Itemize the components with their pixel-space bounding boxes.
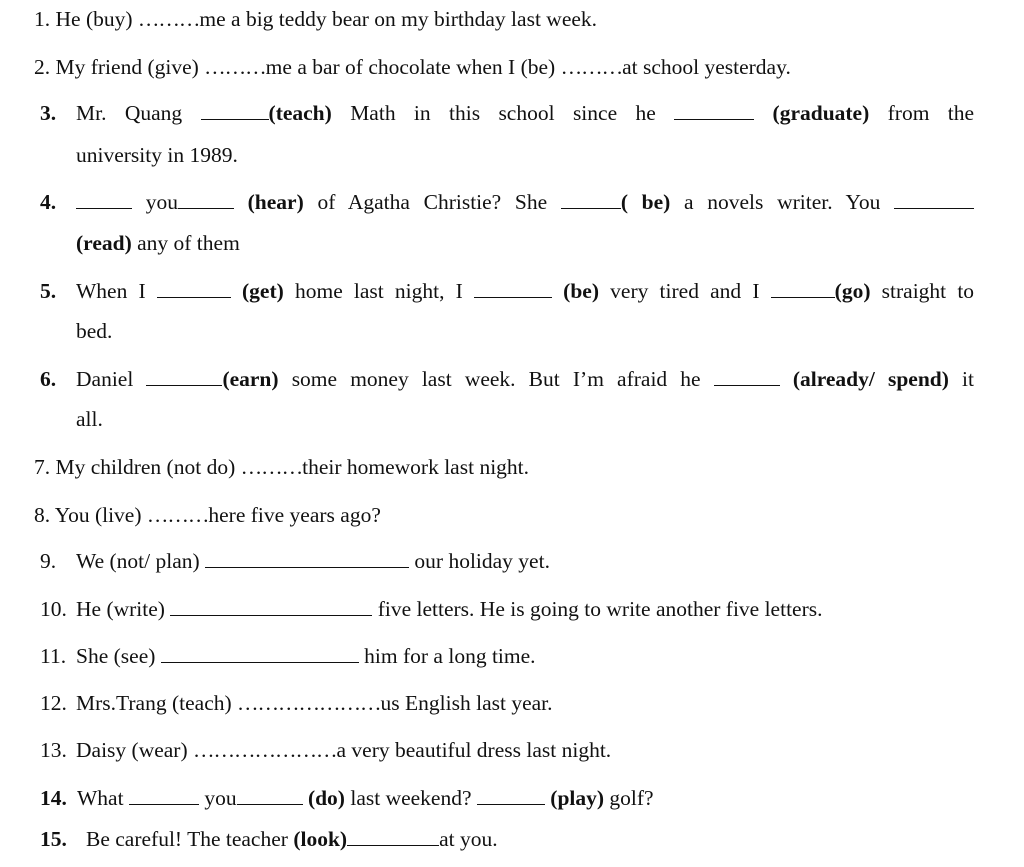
exercise-number: 3. xyxy=(40,101,57,125)
answer-blank[interactable] xyxy=(157,279,231,298)
verb-hint: (look) xyxy=(293,827,348,851)
answer-blank[interactable] xyxy=(201,101,269,120)
exercise-text: us English last year. xyxy=(380,691,553,715)
exercise-text: from the xyxy=(887,101,975,125)
exercise-3 xyxy=(76,100,974,126)
exercise-number: 9. xyxy=(40,549,57,573)
answer-blank[interactable] xyxy=(347,827,439,846)
exercise-text: Daniel xyxy=(76,367,134,391)
exercise-number: 13. xyxy=(40,738,67,762)
exercise-text: him for a long time. xyxy=(364,644,536,668)
exercise-text: me a bar of chocolate when I (be) xyxy=(265,55,556,79)
exercise-text: My children (not do) xyxy=(55,455,236,479)
exercise-text: Mr. Quang xyxy=(76,101,183,125)
exercise-text: home last night, I xyxy=(294,279,463,303)
answer-blank[interactable] xyxy=(161,644,359,663)
exercise-5-continued: bed. xyxy=(76,319,113,343)
verb-hint: (teach) xyxy=(268,101,332,125)
exercise-7 xyxy=(34,454,529,480)
exercise-text: Be careful! The teacher xyxy=(86,827,288,851)
exercise-text: a novels writer. You xyxy=(684,190,881,214)
exercise-text: it xyxy=(962,367,974,391)
exercise-text: Math in this school since he xyxy=(350,101,656,125)
answer-dots[interactable]: ……… xyxy=(204,55,266,79)
exercise-text: straight to xyxy=(881,279,975,303)
exercise-number: 2. xyxy=(34,55,51,79)
exercise-8 xyxy=(34,502,381,528)
exercise-1 xyxy=(34,6,597,32)
exercise-15 xyxy=(86,826,498,852)
exercise-text: What xyxy=(77,786,124,810)
answer-blank[interactable] xyxy=(146,367,222,386)
answer-dots[interactable]: ……… xyxy=(560,55,623,79)
exercise-number: 14. xyxy=(40,786,67,810)
answer-blank[interactable] xyxy=(561,190,621,209)
verb-hint: (graduate) xyxy=(772,101,870,125)
answer-blank[interactable] xyxy=(477,786,545,805)
answer-dots[interactable]: ………………… xyxy=(193,738,337,762)
exercise-number: 1. xyxy=(34,7,51,31)
verb-hint: (do) xyxy=(307,786,345,810)
answer-blank[interactable] xyxy=(76,190,132,209)
answer-dots[interactable]: ……… xyxy=(240,455,303,479)
exercise-number: 5. xyxy=(40,279,57,303)
answer-blank[interactable] xyxy=(674,101,754,120)
exercise-text: our holiday yet. xyxy=(414,549,550,573)
exercise-text: He (write) xyxy=(76,597,165,621)
exercise-12 xyxy=(76,690,553,716)
exercise-number: 12. xyxy=(40,691,67,715)
exercise-number: 7. xyxy=(34,455,51,479)
exercise-13 xyxy=(76,737,611,763)
answer-blank[interactable] xyxy=(714,367,780,386)
answer-blank[interactable] xyxy=(205,549,409,568)
exercise-10 xyxy=(76,596,823,622)
verb-hint: (go) xyxy=(834,279,871,303)
exercise-9 xyxy=(76,548,550,574)
exercise-text: at you. xyxy=(439,827,498,851)
exercise-6-continued: all. xyxy=(76,407,103,431)
answer-blank[interactable] xyxy=(237,786,303,805)
verb-hint: (read) xyxy=(76,231,132,255)
exercise-5 xyxy=(76,278,974,304)
exercise-text: We (not/ plan) xyxy=(76,549,200,573)
answer-dots[interactable]: ……… xyxy=(146,503,209,527)
exercise-text: a very beautiful dress last night. xyxy=(336,738,612,762)
exercise-text: you xyxy=(204,786,237,810)
exercise-text: He (buy) xyxy=(55,7,133,31)
exercise-text: here five years ago? xyxy=(208,503,381,527)
exercise-text: at school yesterday. xyxy=(622,55,791,79)
verb-hint: (get) xyxy=(242,279,284,303)
exercise-4-continued xyxy=(76,230,240,256)
answer-dots[interactable]: ………………… xyxy=(237,691,381,715)
exercise-text: any of them xyxy=(137,231,240,255)
exercise-14 xyxy=(77,785,654,811)
exercise-text: Mrs.Trang (teach) xyxy=(76,691,232,715)
exercise-text: When I xyxy=(76,279,146,303)
exercise-number: 10. xyxy=(40,597,67,621)
exercise-text: You (live) xyxy=(54,503,142,527)
verb-hint: (earn) xyxy=(222,367,279,391)
answer-dots[interactable]: ……… xyxy=(137,7,200,31)
verb-hint: ( be) xyxy=(620,190,671,214)
exercise-number: 6. xyxy=(40,367,57,391)
exercise-number: 11. xyxy=(40,644,67,668)
exercise-text: me a big teddy bear on my birthday last week. xyxy=(199,7,598,31)
exercise-text: Daisy (wear) xyxy=(76,738,188,762)
exercise-number: 15. xyxy=(40,827,67,851)
exercise-6 xyxy=(76,366,974,392)
exercise-3-continued: university in 1989. xyxy=(76,143,238,167)
exercise-text: My friend (give) xyxy=(55,55,199,79)
exercise-text: you xyxy=(145,190,178,214)
answer-blank[interactable] xyxy=(894,190,974,209)
exercise-4 xyxy=(76,189,974,215)
exercise-2 xyxy=(34,54,791,80)
exercise-text: golf? xyxy=(609,786,654,810)
verb-hint: (already/ spend) xyxy=(792,367,949,391)
verb-hint: (play) xyxy=(550,786,605,810)
exercise-text: She (see) xyxy=(76,644,156,668)
exercise-text: of Agatha Christie? She xyxy=(317,190,548,214)
exercise-text: last weekend? xyxy=(350,786,472,810)
exercise-text: very tired and I xyxy=(610,279,760,303)
answer-blank[interactable] xyxy=(771,279,835,298)
answer-blank[interactable] xyxy=(170,597,372,616)
exercise-11 xyxy=(76,643,536,669)
answer-blank[interactable] xyxy=(178,190,234,209)
exercise-number: 4. xyxy=(40,190,57,214)
answer-blank[interactable] xyxy=(129,786,199,805)
answer-blank[interactable] xyxy=(474,279,552,298)
verb-hint: (hear) xyxy=(247,190,304,214)
exercise-number: 8. xyxy=(34,503,51,527)
exercise-text: their homework last night. xyxy=(302,455,530,479)
verb-hint: (be) xyxy=(563,279,599,303)
exercise-text: some money last week. But I’m afraid he xyxy=(291,367,701,391)
exercise-text: five letters. He is going to write another five letters. xyxy=(377,597,823,621)
